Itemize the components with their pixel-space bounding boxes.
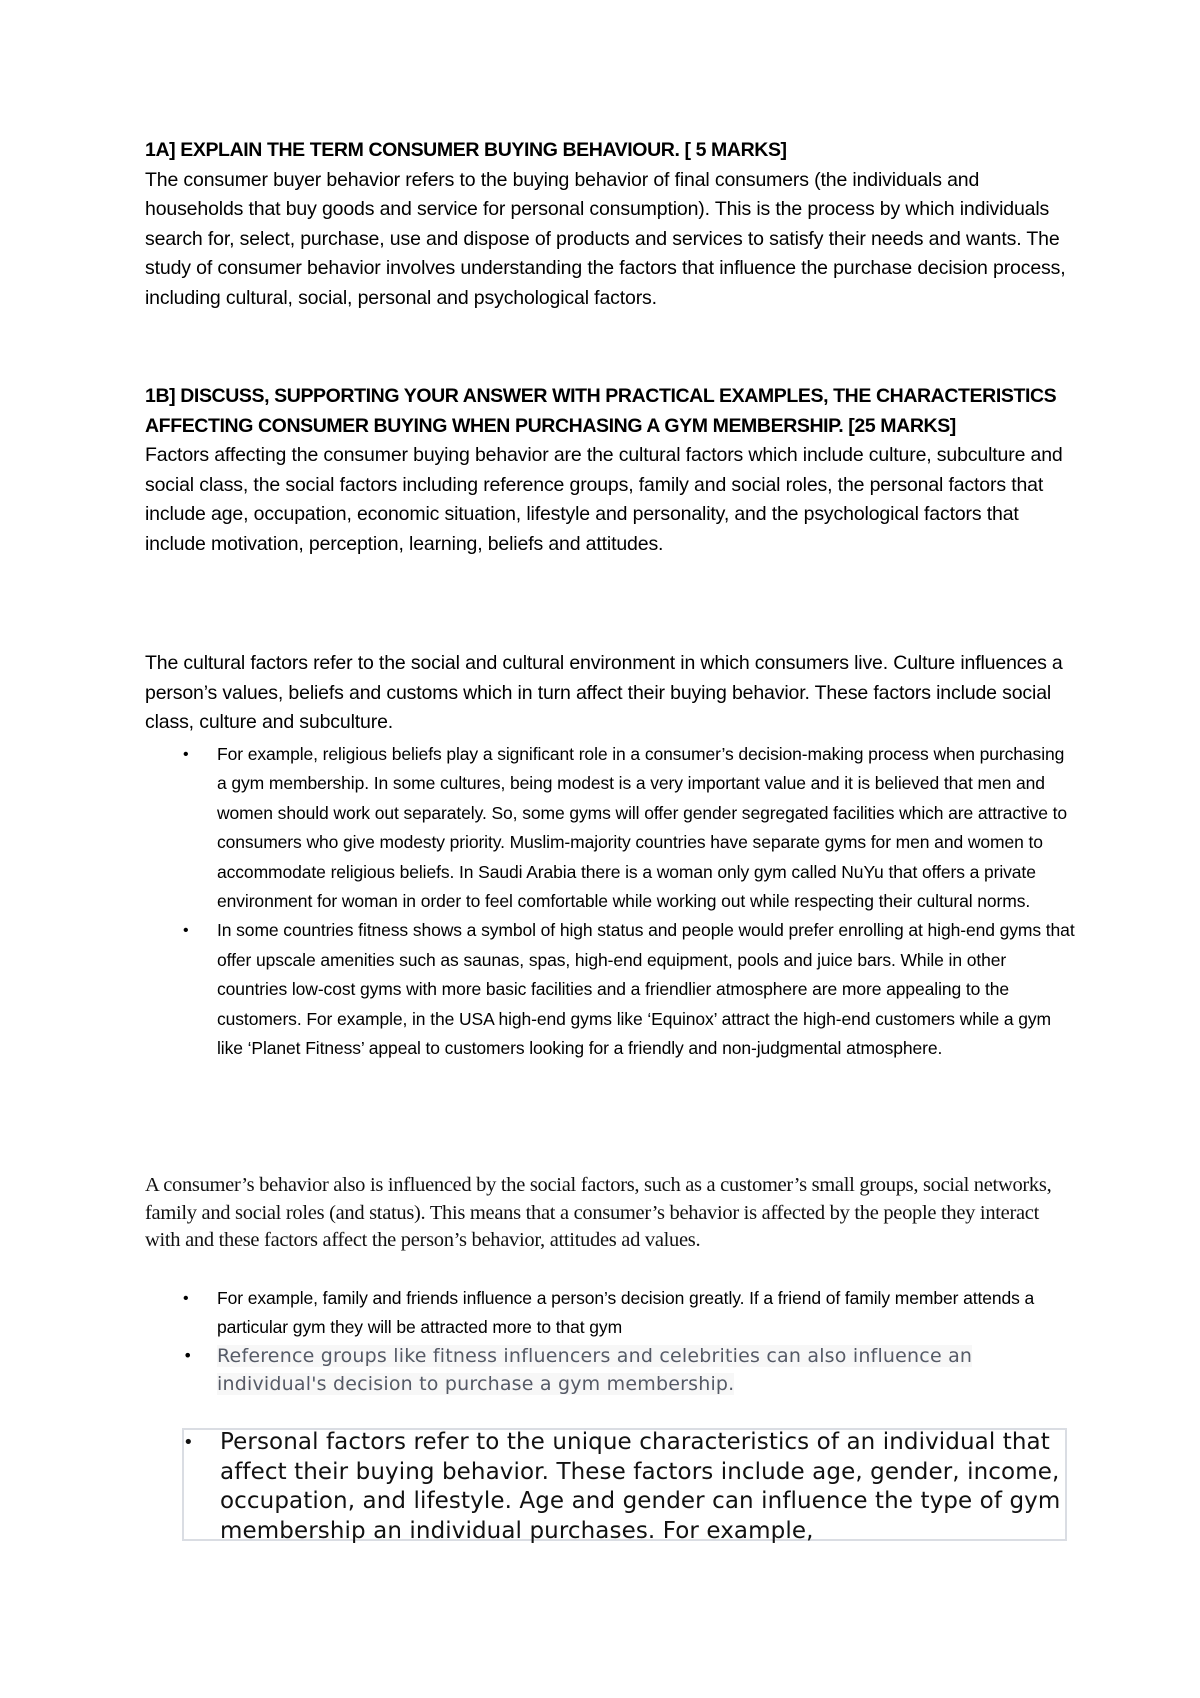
bullet-icon: • <box>183 1346 193 1365</box>
list-item <box>145 1342 1075 1398</box>
section-1b-intro: Factors affecting the consumer buying behavior are the cultural factors which include culture, subculture and social class, the social factors including reference groups, family and social roles, the personal factors that include age, occupation, economic situation, lifestyle and personality, and the psychological factors that include motivation, perception, learning, beliefs and attitudes. <box>145 444 1063 555</box>
personal-bullet-text: Personal factors refer to the unique characteristics of an individual that affect their buying behavior. These factors include age, gender, income, occupation, and lifestyle. Age and gender can influence the type of gym membership an individual purchases. For example, <box>220 1429 1061 1544</box>
section-1a <box>145 136 1075 313</box>
social-paragraph: A consumer’s behavior also is influenced by the social factors, such as a customer’s small groups, social networks, family and social roles (and status). This means that a consumer’s behavior is affected by the people they interact with and these factors affect the person’s behavior, attitudes ad values. <box>145 1174 1052 1251</box>
section-1a-body: The consumer buyer behavior refers to the buying behavior of final consumers (the individuals and households that buy goods and service for personal consumption). This is the process by which individuals search for, select, purchase, use and dispose of products and services to satisfy their needs and wants. The study of consumer behavior involves understanding the factors that influence the purchase decision process, including cultural, social, personal and psychological factors. <box>145 168 1066 309</box>
list-item <box>145 1284 1075 1343</box>
section-1b-heading: 1B] DISCUSS, SUPPORTING YOUR ANSWER WITH PRACTICAL EXAMPLES, THE CHARACTERISTICS AFFECTING CONSUMER BUYING WHEN PURCHASING A GYM MEMBERSHIP. [25 MARKS] <box>145 385 1057 437</box>
cultural-bullet-text: For example, religious beliefs play a significant role in a consumer’s decision-making process when purchasing a gym membership. In some cultures, being modest is a very important value and it is believed that men and women should work out separately. So, some gyms will offer gender segregated facilities which are attractive to consumers who give modesty priority. Muslim-majority countries have separate gyms for men and women to accommodate religious beliefs. In Saudi Arabia there is a woman only gym called NuYu that offers a private environment for woman in order to feel comfortable while working out while respecting their cultural norms. <box>217 744 1068 912</box>
section-1b <box>145 382 1075 559</box>
list-item <box>145 1428 1075 1546</box>
bullet-icon: • <box>183 1432 194 1453</box>
list-item <box>145 740 1075 916</box>
social-bullet-text: For example, family and friends influence a person’s decision greatly. If a friend of family member attends a particular gym they will be attracted more to that gym <box>217 1288 1035 1338</box>
cultural-bullet-list <box>145 740 1075 1063</box>
cultural-factors-paragraph <box>145 649 1075 738</box>
bullet-icon: • <box>183 746 189 763</box>
cultural-paragraph: The cultural factors refer to the social and cultural environment in which consumers live. Culture influences a person’s values, beliefs and customs which in turn affect their buying behavior. These factors include social class, culture and subculture. <box>145 652 1063 733</box>
bullet-icon: • <box>183 1290 189 1307</box>
social-bullet-list <box>145 1284 1075 1343</box>
cultural-bullet-text: In some countries fitness shows a symbol of high status and people would prefer enrolling at high-end gyms that offer upscale amenities such as saunas, spas, high-end equipment, pools and juice bars. While in other countries low-cost gyms with more basic facilities and a friendlier atmosphere are more appealing to the customers. For example, in the USA high-end gyms like ‘Equinox’ attract the high-end customers while a gym like ‘Planet Fitness’ appeal to customers looking for a friendly and non-judgmental atmosphere. <box>217 920 1075 1059</box>
section-1a-heading: 1A] EXPLAIN THE TERM CONSUMER BUYING BEHAVIOUR. [ 5 MARKS] <box>145 139 787 161</box>
reference-groups-list <box>145 1342 1075 1398</box>
social-factors-paragraph <box>145 1172 1075 1255</box>
personal-bullet-list <box>145 1428 1075 1546</box>
reference-groups-text: Reference groups like fitness influencers and celebrities can also influence an individual's decision to purchase a gym membership. <box>217 1345 973 1395</box>
bullet-icon: • <box>183 922 189 940</box>
list-item <box>145 916 1075 1063</box>
